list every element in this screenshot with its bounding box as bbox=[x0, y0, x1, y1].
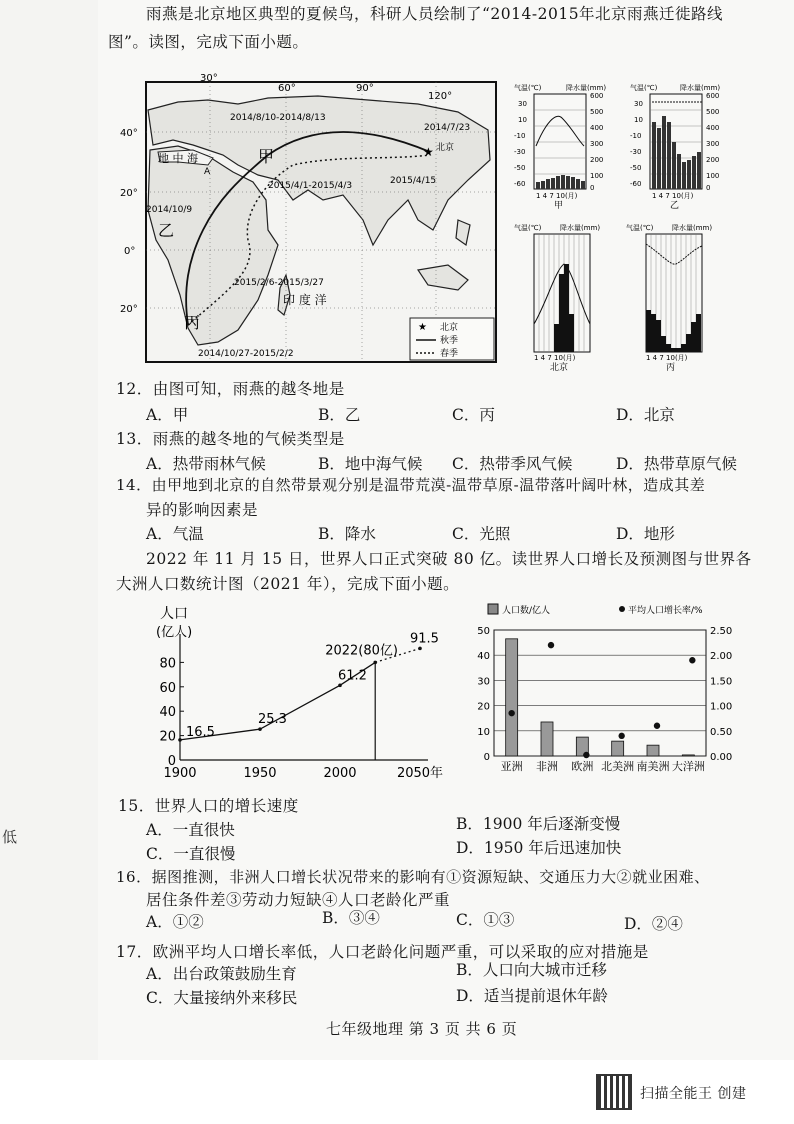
y-right-tick-label: 0.00 bbox=[710, 752, 733, 763]
data-label: 91.5 bbox=[410, 631, 439, 647]
y-tick-label: 20 bbox=[159, 729, 176, 745]
q14-stem-1: 14．由甲地到北京的自然带景观分别是温带荒漠-温带草原-温带落叶阔叶林，造成其差 bbox=[116, 476, 706, 494]
x-tick-label: 非洲 bbox=[536, 760, 558, 773]
dot-亚洲 bbox=[508, 710, 514, 716]
plot-frame bbox=[494, 630, 706, 756]
intro-line-1: 雨燕是北京地区典型的夏候鸟，科研人员绘制了“2014-2015年北京雨燕迁徙路线 bbox=[146, 5, 724, 23]
label-beijing: 北京 bbox=[436, 143, 455, 153]
continent-bar-chart bbox=[470, 600, 750, 782]
data-point bbox=[418, 647, 422, 651]
qr-code bbox=[596, 1074, 632, 1110]
q12-option-a[interactable]: A．甲 bbox=[146, 406, 189, 424]
q16-stem-1: 16．据图推测，非洲人口增长状况带来的影响有①资源短缺、交通压力大②就业困难、 bbox=[116, 868, 710, 886]
label-yi: 乙 bbox=[158, 221, 175, 240]
q15-option-a[interactable]: A．一直很快 bbox=[146, 821, 235, 839]
q16-option-a[interactable]: A．①② bbox=[146, 913, 204, 931]
svg-text:400: 400 bbox=[590, 124, 604, 132]
bar-亚洲 bbox=[506, 639, 518, 756]
climate-chart-jia bbox=[514, 83, 606, 211]
x-tick-label: 大洋洲 bbox=[671, 760, 705, 773]
date-2: 2014/7/23 bbox=[424, 123, 471, 133]
svg-text:甲: 甲 bbox=[554, 201, 564, 211]
q13-option-d[interactable]: D．热带草原气候 bbox=[616, 455, 737, 473]
y-left-tick-label: 10 bbox=[477, 726, 490, 738]
data-label: 16.5 bbox=[186, 724, 215, 740]
dot-北美洲 bbox=[618, 733, 624, 739]
x-tick-label: 北美洲 bbox=[601, 760, 635, 773]
svg-text:1 4 7 10(月): 1 4 7 10(月) bbox=[536, 192, 578, 200]
x-tick-label: 1950 bbox=[243, 766, 277, 780]
data-label: 61.2 bbox=[338, 668, 367, 684]
data-point bbox=[258, 727, 262, 731]
svg-text:0: 0 bbox=[706, 184, 711, 192]
climate-chart-yi bbox=[630, 83, 720, 211]
population-line-chart bbox=[150, 598, 470, 780]
margin-note: 低 bbox=[2, 828, 18, 846]
y-tick-label: 80 bbox=[159, 656, 176, 672]
label-A: A bbox=[204, 167, 211, 177]
y-right-tick-label: 1.50 bbox=[710, 676, 733, 688]
q17-option-c[interactable]: C．大量接纳外来移民 bbox=[146, 989, 298, 1007]
q15-stem: 15．世界人口的增长速度 bbox=[118, 797, 299, 815]
q17-stem: 17．欧洲平均人口增长率低，人口老龄化问题严重，可以采取的应对措施是 bbox=[116, 943, 649, 961]
svg-text:丙: 丙 bbox=[666, 363, 676, 372]
label-med: 地 中 海 bbox=[158, 152, 198, 165]
climate-charts bbox=[514, 82, 729, 372]
lat-label-0: 0° bbox=[124, 246, 136, 257]
y-tick-label: 40 bbox=[159, 705, 176, 721]
q14-option-d[interactable]: D．地形 bbox=[616, 525, 675, 543]
svg-text:-50: -50 bbox=[630, 164, 642, 172]
y-left-tick-label: 0 bbox=[483, 752, 490, 763]
svg-text:100: 100 bbox=[706, 172, 720, 180]
q17-option-d[interactable]: D．适当提前退休年龄 bbox=[456, 987, 608, 1005]
legend-autumn: 秋季 bbox=[440, 336, 459, 346]
map-legend bbox=[410, 318, 494, 360]
y-axis-title: 人口 bbox=[160, 606, 188, 622]
svg-text:-10: -10 bbox=[630, 132, 642, 140]
lon-label-60: 60° bbox=[278, 83, 296, 94]
q14-option-c[interactable]: C．光照 bbox=[452, 525, 511, 543]
q12-option-c[interactable]: C．丙 bbox=[452, 406, 495, 424]
climate-chart-beijing bbox=[514, 223, 600, 372]
lat-label-20s: 20° bbox=[120, 304, 138, 315]
q16-option-c[interactable]: C．①③ bbox=[456, 911, 515, 929]
y-right-tick-label: 1.00 bbox=[710, 701, 733, 713]
svg-text:降水量(mm): 降水量(mm) bbox=[560, 224, 601, 232]
q14-option-b[interactable]: B．降水 bbox=[318, 525, 376, 543]
q16-option-b[interactable]: B．③④ bbox=[322, 909, 380, 927]
q13-option-b[interactable]: B．地中海气候 bbox=[318, 455, 423, 473]
dot-南美洲 bbox=[654, 723, 660, 729]
q15-option-b[interactable]: B．1900 年后逐渐变慢 bbox=[456, 815, 621, 833]
legend-spring: 春季 bbox=[440, 349, 459, 359]
y-left-tick-label: 30 bbox=[477, 676, 490, 688]
y-right-tick-label: 2.50 bbox=[710, 626, 733, 637]
data-label: 2022(80亿) bbox=[325, 643, 398, 659]
date-6: 2015/2/6-2015/3/27 bbox=[234, 278, 324, 288]
svg-text:气温(℃): 气温(℃) bbox=[630, 84, 658, 92]
legend-bar-label: 人口数/亿人 bbox=[502, 606, 551, 616]
lat-label-40: 40° bbox=[120, 128, 138, 139]
q13-stem: 13．雨燕的越冬地的气候类型是 bbox=[116, 430, 345, 448]
x-tick-label: 2050年 bbox=[396, 766, 444, 780]
date-1: 2014/8/10-2014/8/13 bbox=[230, 113, 326, 123]
bar-南美洲 bbox=[647, 745, 659, 756]
q14-option-a[interactable]: A．气温 bbox=[146, 525, 204, 543]
dot-大洋洲 bbox=[689, 657, 695, 663]
bar-北美洲 bbox=[612, 741, 624, 756]
legend-bar-swatch bbox=[488, 604, 498, 614]
dot-非洲 bbox=[548, 642, 554, 648]
x-tick-label: 1900 bbox=[163, 766, 197, 780]
svg-text:10: 10 bbox=[634, 116, 643, 124]
svg-text:600: 600 bbox=[706, 92, 720, 100]
q17-option-a[interactable]: A．出台政策鼓励生育 bbox=[146, 965, 297, 983]
svg-text:1 4 7 10(月): 1 4 7 10(月) bbox=[646, 354, 688, 362]
climate-chart-bing bbox=[626, 223, 712, 372]
q16-stem-2: 居住条件差③劳动力短缺④人口老龄化严重 bbox=[146, 891, 451, 909]
svg-text:30: 30 bbox=[518, 100, 527, 108]
svg-text:300: 300 bbox=[706, 140, 720, 148]
q16-option-d[interactable]: D．②④ bbox=[624, 915, 683, 933]
lon-label-120: 120° bbox=[428, 91, 453, 102]
svg-text:400: 400 bbox=[706, 124, 720, 132]
x-tick-label: 亚洲 bbox=[500, 760, 523, 773]
data-point bbox=[178, 738, 182, 742]
label-indian-ocean: 印 度 洋 bbox=[283, 293, 327, 307]
bar-大洋洲 bbox=[682, 755, 694, 756]
q13-option-a[interactable]: A．热带雨林气候 bbox=[146, 455, 266, 473]
q12-option-d[interactable]: D．北京 bbox=[616, 406, 675, 424]
y-tick-label: 60 bbox=[159, 680, 176, 696]
svg-text:10: 10 bbox=[518, 116, 527, 124]
x-tick-label: 2000 bbox=[323, 766, 357, 780]
svg-text:-10: -10 bbox=[514, 132, 526, 140]
x-tick-label: 欧洲 bbox=[571, 760, 594, 773]
svg-text:0: 0 bbox=[590, 184, 595, 192]
intro2-line-2: 大洲人口数统计图（2021 年），完成下面小题。 bbox=[116, 575, 460, 593]
data-label: 25.3 bbox=[258, 712, 287, 728]
svg-text:30: 30 bbox=[634, 100, 643, 108]
q14-stem-2: 异的影响因素是 bbox=[146, 501, 259, 519]
legend-star: ★ bbox=[418, 322, 427, 333]
date-3: 2015/4/1-2015/4/3 bbox=[268, 181, 353, 191]
x-tick-label: 南美洲 bbox=[636, 760, 670, 773]
svg-text:降水量(mm): 降水量(mm) bbox=[672, 224, 713, 232]
q13-option-c[interactable]: C．热带季风气候 bbox=[452, 455, 573, 473]
data-point bbox=[338, 684, 342, 688]
y-axis-unit: (亿人) bbox=[156, 625, 193, 640]
svg-text:-30: -30 bbox=[630, 148, 642, 156]
lon-label-90: 90° bbox=[356, 83, 374, 94]
q12-option-b[interactable]: B．乙 bbox=[318, 406, 361, 424]
svg-text:北京: 北京 bbox=[550, 363, 569, 372]
intro-line-2: 图”。读图，完成下面小题。 bbox=[108, 33, 309, 51]
svg-text:1 4 7 10(月): 1 4 7 10(月) bbox=[534, 354, 576, 362]
intro2-line-1: 2022 年 11 月 15 日，世界人口正式突破 80 亿。读世界人口增长及预测图与世界各 bbox=[146, 550, 752, 568]
q12-stem: 12．由图可知，雨燕的越冬地是 bbox=[116, 380, 345, 398]
svg-text:500: 500 bbox=[590, 108, 604, 116]
page-footer: 七年级地理 第 3 页 共 6 页 bbox=[326, 1020, 518, 1038]
y-tick-label: 0 bbox=[167, 754, 176, 769]
legend-dot-swatch bbox=[619, 606, 625, 612]
svg-text:600: 600 bbox=[590, 92, 604, 100]
svg-text:降水量(mm): 降水量(mm) bbox=[566, 84, 607, 92]
date-4: 2015/4/15 bbox=[390, 176, 437, 186]
data-point bbox=[373, 661, 377, 665]
svg-text:-30: -30 bbox=[514, 148, 526, 156]
date-7: 2014/10/27-2015/2/2 bbox=[198, 349, 294, 359]
dot-欧洲 bbox=[583, 752, 589, 758]
svg-text:-60: -60 bbox=[514, 180, 526, 188]
bar-非洲 bbox=[541, 722, 553, 756]
q15-option-d[interactable]: D．1950 年后迅速加快 bbox=[456, 839, 622, 857]
svg-text:200: 200 bbox=[706, 156, 720, 164]
y-left-tick-label: 50 bbox=[477, 626, 490, 637]
svg-text:500: 500 bbox=[706, 108, 720, 116]
svg-text:100: 100 bbox=[590, 172, 604, 180]
q17-option-b[interactable]: B．人口向大城市迁移 bbox=[456, 961, 607, 979]
svg-text:-60: -60 bbox=[630, 180, 642, 188]
label-bing: 丙 bbox=[184, 313, 201, 332]
svg-text:乙: 乙 bbox=[670, 201, 680, 211]
migration-map bbox=[118, 70, 508, 370]
lon-label-30: 30° bbox=[200, 73, 218, 84]
y-left-tick-label: 40 bbox=[477, 651, 490, 663]
y-right-tick-label: 0.50 bbox=[710, 726, 733, 738]
beijing-star: ★ bbox=[423, 145, 434, 159]
lat-label-20: 20° bbox=[120, 188, 138, 199]
q15-option-c[interactable]: C．一直很慢 bbox=[146, 845, 236, 863]
svg-text:300: 300 bbox=[590, 140, 604, 148]
scanner-credit: 扫描全能王 创建 bbox=[640, 1086, 747, 1102]
svg-text:气温(℃): 气温(℃) bbox=[514, 84, 542, 92]
legend-dot-label: 平均人口增长率/% bbox=[628, 606, 703, 616]
svg-text:1 4 7 10(月): 1 4 7 10(月) bbox=[652, 192, 694, 200]
label-jia: 甲 bbox=[258, 147, 275, 166]
svg-text:气温(℃): 气温(℃) bbox=[626, 224, 654, 232]
y-right-tick-label: 2.00 bbox=[710, 651, 733, 663]
date-5: 2014/10/9 bbox=[146, 205, 193, 215]
y-left-tick-label: 20 bbox=[477, 701, 490, 713]
svg-text:降水量(mm): 降水量(mm) bbox=[680, 84, 721, 92]
legend-beijing: 北京 bbox=[440, 323, 459, 333]
svg-text:200: 200 bbox=[590, 156, 604, 164]
svg-text:气温(℃): 气温(℃) bbox=[514, 224, 542, 232]
svg-text:-50: -50 bbox=[514, 164, 526, 172]
